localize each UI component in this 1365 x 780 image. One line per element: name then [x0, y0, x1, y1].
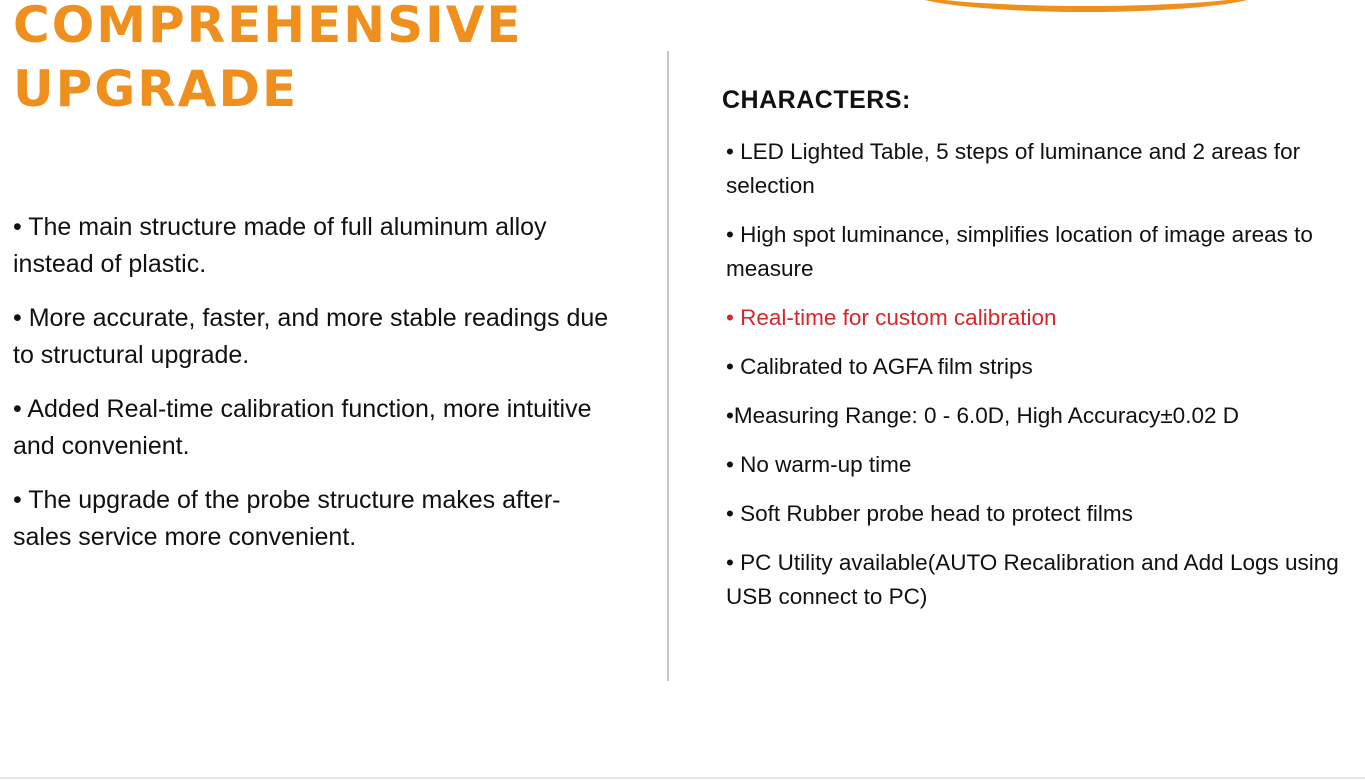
characters-list [726, 135, 1358, 629]
decorative-orange-arc [905, 0, 1267, 12]
headline-line-1: COMPREHENSIVE [13, 0, 523, 54]
upgrade-point-calibration: • Added Real-time calibration function, more intuitive and convenient. [13, 395, 592, 460]
upgrade-points-list [13, 209, 613, 573]
character-realtime-calibration: • Real-time for custom calibration [726, 305, 1057, 330]
character-no-warmup: • No warm-up time [726, 452, 912, 477]
upgrade-point-accuracy: • More accurate, faster, and more stable readings due to structural upgrade. [13, 304, 609, 369]
character-led-table: • LED Lighted Table, 5 steps of luminance and 2 areas for selection [726, 139, 1301, 198]
character-rubber-probe: • Soft Rubber probe head to protect films [726, 501, 1133, 526]
headline-line-2: UPGRADE [13, 60, 299, 118]
character-agfa-strips: • Calibrated to AGFA film strips [726, 354, 1033, 379]
upgrade-point-aluminum: • The main structure made of full aluminum alloy instead of plastic. [13, 213, 547, 278]
character-measuring-range: •Measuring Range: 0 - 6.0D, High Accuracy±0.02 D [726, 403, 1239, 428]
bottom-rule [0, 777, 1365, 779]
column-divider [667, 51, 669, 681]
characters-heading: CHARACTERS: [722, 86, 911, 114]
character-spot-luminance: • High spot luminance, simplifies location of image areas to measure [726, 222, 1313, 281]
upgrade-point-probe: • The upgrade of the probe structure makes after-sales service more convenient. [13, 486, 561, 551]
character-pc-utility: • PC Utility available(AUTO Recalibration and Add Logs using USB connect to PC) [726, 550, 1339, 609]
headline [13, 0, 523, 121]
